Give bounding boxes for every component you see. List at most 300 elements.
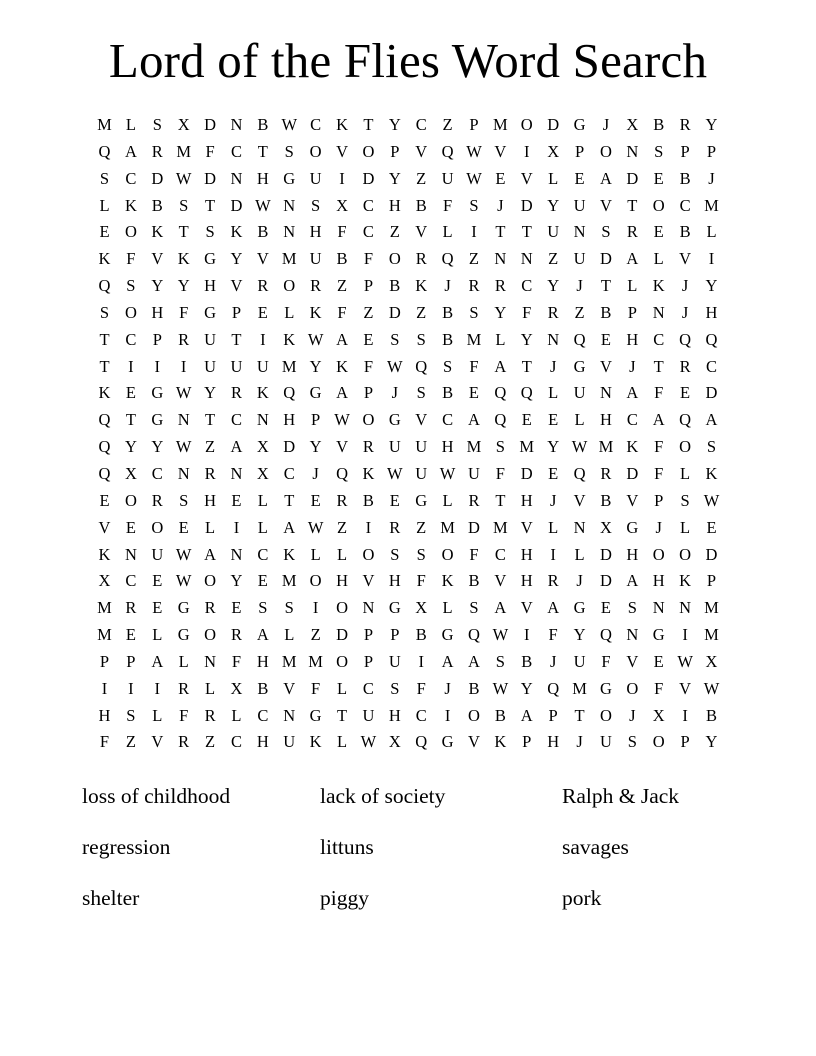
word-list-item[interactable]: loss of childhood — [82, 784, 231, 809]
letter-cell[interactable]: P — [680, 732, 690, 752]
letter-cell[interactable]: O — [309, 571, 322, 591]
letter-cell[interactable]: H — [204, 276, 217, 296]
letter-cell[interactable]: D — [599, 571, 612, 591]
letter-cell[interactable]: B — [468, 571, 480, 591]
letter-cell[interactable]: B — [653, 115, 665, 134]
letter-cell[interactable]: R — [204, 463, 216, 483]
letter-cell[interactable]: X — [124, 463, 137, 483]
letter-cell[interactable]: P — [469, 115, 479, 134]
letter-cell[interactable]: N — [177, 410, 190, 430]
letter-cell[interactable]: G — [177, 598, 190, 618]
letter-cell[interactable]: O — [309, 141, 322, 161]
word-list-item[interactable]: shelter — [82, 886, 140, 911]
letter-cell[interactable]: Z — [548, 249, 559, 269]
letter-cell[interactable]: F — [654, 383, 664, 403]
letter-cell[interactable]: F — [416, 571, 426, 591]
letter-cell[interactable]: N — [230, 115, 243, 134]
letter-cell[interactable]: P — [654, 490, 664, 510]
letter-cell[interactable]: A — [230, 437, 243, 457]
letter-cell[interactable]: O — [652, 195, 665, 215]
letter-cell[interactable]: A — [599, 168, 612, 188]
letter-cell[interactable]: Q — [98, 463, 111, 483]
letter-cell[interactable]: N — [652, 302, 665, 322]
letter-cell[interactable]: F — [231, 651, 242, 671]
letter-cell[interactable]: G — [573, 356, 586, 376]
letter-cell[interactable]: I — [524, 625, 530, 645]
letter-cell[interactable]: E — [521, 410, 532, 430]
letter-cell[interactable]: Q — [468, 625, 480, 645]
letter-cell[interactable]: O — [204, 571, 217, 591]
letter-cell[interactable]: P — [152, 329, 162, 349]
letter-cell[interactable]: B — [362, 490, 374, 510]
letter-cell[interactable]: N — [547, 329, 560, 349]
letter-cell[interactable]: G — [441, 732, 454, 752]
letter-cell[interactable]: H — [388, 195, 401, 215]
letter-cell[interactable]: H — [599, 410, 612, 430]
letter-cell[interactable]: A — [494, 598, 507, 618]
letter-cell[interactable]: F — [601, 651, 611, 671]
letter-cell[interactable]: Q — [679, 329, 692, 349]
letter-cell[interactable]: Q — [98, 141, 111, 161]
letter-cell[interactable]: S — [284, 141, 294, 161]
letter-cell[interactable]: M — [97, 625, 112, 645]
letter-cell[interactable]: I — [128, 356, 134, 376]
letter-cell[interactable]: R — [494, 276, 506, 296]
letter-cell[interactable]: B — [151, 195, 163, 215]
letter-cell[interactable]: W — [281, 115, 298, 134]
letter-cell[interactable]: Q — [283, 383, 296, 403]
letter-cell[interactable]: I — [154, 356, 161, 376]
letter-cell[interactable]: L — [178, 651, 189, 671]
letter-cell[interactable]: T — [205, 195, 216, 215]
letter-cell[interactable]: T — [336, 705, 348, 725]
letter-cell[interactable]: C — [230, 141, 242, 161]
letter-cell[interactable]: L — [99, 195, 110, 215]
letter-cell[interactable]: E — [257, 571, 268, 591]
letter-cell[interactable]: Y — [124, 437, 137, 457]
letter-cell[interactable]: G — [204, 302, 217, 322]
letter-cell[interactable]: E — [574, 168, 585, 188]
letter-cell[interactable]: O — [151, 517, 164, 537]
letter-cell[interactable]: C — [362, 678, 374, 698]
letter-cell[interactable]: Y — [494, 302, 507, 322]
letter-cell[interactable]: W — [175, 437, 192, 457]
letter-cell[interactable]: R — [679, 115, 691, 134]
letter-cell[interactable]: U — [547, 222, 560, 242]
letter-cell[interactable]: O — [362, 544, 375, 564]
letter-cell[interactable]: W — [255, 195, 271, 215]
letter-cell[interactable]: V — [336, 141, 348, 161]
letter-cell[interactable]: J — [576, 276, 583, 296]
letter-cell[interactable]: V — [415, 222, 428, 242]
letter-cell[interactable]: M — [97, 598, 112, 618]
letter-cell[interactable]: E — [310, 490, 321, 510]
letter-cell[interactable]: N — [283, 705, 296, 725]
letter-cell[interactable]: L — [257, 490, 268, 510]
letter-cell[interactable]: W — [439, 463, 456, 483]
letter-cell[interactable]: U — [441, 168, 454, 188]
letter-cell[interactable]: L — [310, 544, 321, 564]
letter-cell[interactable]: X — [705, 651, 718, 671]
word-list-item[interactable]: littuns — [320, 835, 374, 860]
letter-cell[interactable]: E — [257, 302, 268, 322]
letter-cell[interactable]: L — [548, 517, 559, 537]
letter-cell[interactable]: N — [520, 249, 533, 269]
letter-cell[interactable]: T — [495, 222, 506, 242]
letter-cell[interactable]: O — [520, 115, 533, 134]
letter-cell[interactable]: M — [176, 141, 192, 161]
letter-cell[interactable]: K — [309, 732, 322, 752]
letter-cell[interactable]: I — [471, 222, 477, 242]
letter-cell[interactable]: L — [653, 249, 664, 269]
letter-cell[interactable]: J — [391, 383, 399, 403]
letter-cell[interactable]: B — [442, 383, 454, 403]
letter-cell[interactable]: B — [415, 195, 427, 215]
letter-cell[interactable]: S — [654, 141, 664, 161]
letter-cell[interactable]: D — [283, 437, 296, 457]
letter-cell[interactable]: F — [311, 678, 321, 698]
letter-cell[interactable]: W — [571, 437, 588, 457]
letter-cell[interactable]: H — [336, 571, 348, 591]
letter-cell[interactable]: T — [178, 222, 189, 242]
letter-cell[interactable]: Z — [336, 517, 348, 537]
letter-cell[interactable]: K — [705, 463, 718, 483]
letter-cell[interactable]: B — [442, 302, 454, 322]
letter-cell[interactable]: I — [233, 517, 240, 537]
letter-cell[interactable]: S — [311, 195, 321, 215]
letter-cell[interactable]: J — [629, 705, 636, 725]
letter-cell[interactable]: N — [256, 410, 269, 430]
letter-cell[interactable]: L — [152, 625, 163, 645]
letter-cell[interactable]: Y — [309, 356, 322, 376]
letter-cell[interactable]: R — [600, 463, 612, 483]
letter-cell[interactable]: S — [390, 544, 400, 564]
letter-cell[interactable]: R — [151, 490, 163, 510]
letter-cell[interactable]: L — [336, 544, 348, 564]
letter-cell[interactable]: P — [231, 302, 242, 322]
letter-cell[interactable]: W — [175, 168, 192, 188]
letter-cell[interactable]: N — [599, 383, 612, 403]
letter-cell[interactable]: Z — [416, 168, 427, 188]
letter-cell[interactable]: L — [284, 302, 295, 322]
letter-cell[interactable]: U — [573, 249, 586, 269]
letter-cell[interactable]: C — [705, 356, 717, 376]
letter-cell[interactable]: B — [494, 705, 506, 725]
letter-cell[interactable]: W — [175, 544, 192, 564]
letter-cell[interactable]: K — [626, 437, 639, 457]
letter-cell[interactable]: F — [337, 222, 347, 242]
letter-cell[interactable]: E — [152, 598, 163, 618]
letter-cell[interactable]: J — [576, 571, 583, 591]
letter-cell[interactable]: G — [151, 383, 164, 403]
letter-cell[interactable]: C — [362, 222, 374, 242]
letter-cell[interactable]: V — [679, 249, 692, 269]
letter-cell[interactable]: D — [230, 195, 243, 215]
letter-cell[interactable]: G — [573, 115, 586, 134]
letter-cell[interactable]: D — [626, 168, 639, 188]
letter-cell[interactable]: E — [653, 651, 664, 671]
letter-cell[interactable]: L — [627, 276, 638, 296]
letter-cell[interactable]: Y — [204, 383, 217, 403]
letter-cell[interactable]: I — [312, 598, 319, 618]
letter-cell[interactable]: G — [204, 249, 217, 269]
letter-cell[interactable]: X — [547, 141, 560, 161]
letter-cell[interactable]: Y — [547, 195, 560, 215]
letter-cell[interactable]: C — [310, 115, 322, 134]
letter-cell[interactable]: V — [283, 678, 296, 698]
letter-cell[interactable]: B — [257, 115, 269, 134]
letter-cell[interactable]: T — [99, 329, 110, 349]
letter-cell[interactable]: F — [654, 678, 664, 698]
letter-cell[interactable]: L — [548, 383, 559, 403]
letter-cell[interactable]: W — [307, 517, 324, 537]
letter-cell[interactable]: R — [679, 356, 691, 376]
letter-cell[interactable]: T — [574, 705, 585, 725]
letter-cell[interactable]: E — [125, 517, 136, 537]
letter-cell[interactable]: W — [492, 678, 509, 698]
letter-cell[interactable]: S — [284, 598, 294, 618]
letter-cell[interactable]: Y — [388, 115, 401, 134]
letter-cell[interactable]: B — [600, 302, 612, 322]
letter-cell[interactable]: E — [680, 383, 691, 403]
letter-cell[interactable]: J — [602, 115, 610, 134]
letter-cell[interactable]: T — [231, 329, 242, 349]
letter-cell[interactable]: P — [363, 276, 373, 296]
letter-cell[interactable]: T — [125, 410, 136, 430]
letter-cell[interactable]: M — [598, 437, 614, 457]
letter-cell[interactable]: G — [151, 410, 164, 430]
letter-cell[interactable]: I — [101, 678, 108, 698]
word-list-item[interactable]: Ralph & Jack — [562, 784, 680, 809]
letter-cell[interactable]: O — [362, 141, 375, 161]
letter-cell[interactable]: S — [416, 329, 426, 349]
letter-cell[interactable]: R — [178, 732, 190, 752]
letter-cell[interactable]: F — [179, 705, 189, 725]
letter-cell[interactable]: H — [705, 302, 718, 322]
letter-cell[interactable]: J — [444, 678, 451, 698]
letter-cell[interactable]: V — [468, 732, 480, 752]
letter-cell[interactable]: C — [494, 544, 506, 564]
letter-cell[interactable]: K — [309, 302, 322, 322]
letter-cell[interactable]: B — [679, 168, 691, 188]
letter-cell[interactable]: S — [152, 115, 162, 134]
letter-cell[interactable]: O — [124, 222, 137, 242]
letter-cell[interactable]: K — [124, 195, 137, 215]
letter-cell[interactable]: V — [599, 356, 612, 376]
letter-cell[interactable]: N — [177, 463, 190, 483]
letter-cell[interactable]: V — [520, 598, 533, 618]
letter-cell[interactable]: L — [680, 463, 691, 483]
letter-cell[interactable]: L — [442, 222, 453, 242]
letter-cell[interactable]: R — [230, 625, 242, 645]
letter-cell[interactable]: D — [547, 115, 560, 134]
letter-cell[interactable]: G — [626, 517, 639, 537]
letter-cell[interactable]: V — [494, 141, 507, 161]
letter-cell[interactable]: C — [230, 732, 242, 752]
letter-cell[interactable]: L — [706, 222, 717, 242]
letter-cell[interactable]: Y — [230, 249, 243, 269]
letter-cell[interactable]: E — [653, 168, 664, 188]
letter-cell[interactable]: I — [550, 544, 556, 564]
letter-cell[interactable]: X — [652, 705, 665, 725]
letter-cell[interactable]: H — [388, 705, 401, 725]
letter-cell[interactable]: Y — [705, 276, 718, 296]
letter-cell[interactable]: S — [390, 678, 400, 698]
letter-cell[interactable]: B — [257, 678, 269, 698]
letter-cell[interactable]: R — [204, 705, 216, 725]
letter-cell[interactable]: Y — [520, 329, 533, 349]
letter-cell[interactable]: S — [469, 302, 479, 322]
letter-cell[interactable]: R — [125, 598, 137, 618]
letter-cell[interactable]: U — [362, 705, 375, 725]
letter-cell[interactable]: K — [336, 115, 348, 134]
letter-cell[interactable]: O — [679, 437, 692, 457]
letter-cell[interactable]: U — [309, 168, 322, 188]
letter-cell[interactable]: B — [521, 651, 533, 671]
letter-cell[interactable]: O — [599, 141, 612, 161]
letter-cell[interactable]: P — [311, 410, 321, 430]
letter-cell[interactable]: A — [468, 651, 480, 671]
letter-cell[interactable]: Y — [705, 115, 718, 134]
letter-cell[interactable]: Y — [520, 678, 533, 698]
letter-cell[interactable]: K — [98, 383, 111, 403]
letter-cell[interactable]: O — [124, 490, 137, 510]
letter-cell[interactable]: G — [599, 678, 612, 698]
letter-cell[interactable]: S — [258, 598, 268, 618]
letter-cell[interactable]: B — [257, 222, 269, 242]
letter-cell[interactable]: N — [230, 463, 243, 483]
letter-cell[interactable]: C — [415, 115, 427, 134]
letter-cell[interactable]: Z — [468, 249, 480, 269]
letter-cell[interactable]: O — [652, 732, 665, 752]
letter-cell[interactable]: H — [626, 329, 639, 349]
letter-cell[interactable]: S — [627, 598, 637, 618]
letter-cell[interactable]: T — [627, 195, 638, 215]
letter-cell[interactable]: A — [283, 517, 296, 537]
letter-cell[interactable]: F — [179, 302, 189, 322]
letter-cell[interactable]: E — [653, 222, 664, 242]
letter-cell[interactable]: N — [679, 598, 692, 618]
letter-cell[interactable]: B — [468, 678, 480, 698]
letter-cell[interactable]: K — [230, 222, 243, 242]
letter-cell[interactable]: E — [152, 571, 163, 591]
letter-cell[interactable]: M — [493, 517, 508, 537]
letter-cell[interactable]: V — [520, 517, 533, 537]
letter-cell[interactable]: G — [177, 625, 190, 645]
letter-cell[interactable]: M — [572, 678, 587, 698]
letter-cell[interactable]: Q — [441, 249, 454, 269]
letter-cell[interactable]: Y — [388, 168, 401, 188]
letter-cell[interactable]: R — [547, 302, 559, 322]
letter-cell[interactable]: U — [204, 329, 217, 349]
letter-cell[interactable]: R — [151, 141, 163, 161]
letter-cell[interactable]: F — [126, 249, 136, 269]
letter-cell[interactable]: C — [125, 168, 137, 188]
letter-cell[interactable]: X — [230, 678, 243, 698]
letter-cell[interactable]: N — [204, 651, 217, 671]
letter-cell[interactable]: D — [151, 168, 164, 188]
letter-cell[interactable]: S — [601, 222, 611, 242]
letter-cell[interactable]: E — [548, 410, 559, 430]
letter-cell[interactable]: C — [521, 276, 533, 296]
letter-cell[interactable]: D — [388, 302, 401, 322]
letter-cell[interactable]: S — [99, 302, 110, 322]
letter-cell[interactable]: Y — [151, 276, 164, 296]
letter-cell[interactable]: U — [415, 437, 428, 457]
letter-cell[interactable]: C — [151, 463, 163, 483]
letter-cell[interactable]: A — [151, 651, 164, 671]
letter-cell[interactable]: X — [626, 115, 639, 134]
letter-cell[interactable]: F — [654, 437, 664, 457]
letter-cell[interactable]: N — [362, 598, 375, 618]
letter-cell[interactable]: C — [653, 329, 665, 349]
letter-cell[interactable]: I — [682, 625, 688, 645]
letter-cell[interactable]: M — [440, 517, 455, 537]
letter-cell[interactable]: U — [283, 732, 296, 752]
letter-cell[interactable]: N — [626, 625, 639, 645]
letter-cell[interactable]: G — [309, 705, 322, 725]
letter-cell[interactable]: S — [416, 544, 426, 564]
letter-cell[interactable]: P — [680, 141, 690, 161]
letter-cell[interactable]: J — [549, 356, 557, 376]
letter-cell[interactable]: R — [626, 222, 638, 242]
letter-cell[interactable]: E — [600, 598, 611, 618]
letter-cell[interactable]: H — [520, 544, 533, 564]
letter-cell[interactable]: F — [654, 463, 664, 483]
letter-cell[interactable]: M — [466, 437, 482, 457]
letter-cell[interactable]: U — [599, 732, 612, 752]
letter-cell[interactable]: B — [389, 276, 401, 296]
letter-cell[interactable]: R — [178, 678, 190, 698]
letter-cell[interactable]: M — [281, 356, 297, 376]
letter-cell[interactable]: X — [599, 517, 612, 537]
letter-cell[interactable]: A — [494, 356, 507, 376]
letter-cell[interactable]: T — [600, 276, 611, 296]
letter-cell[interactable]: H — [547, 732, 560, 752]
letter-cell[interactable]: M — [493, 115, 508, 134]
letter-cell[interactable]: U — [388, 437, 401, 457]
letter-cell[interactable]: T — [521, 222, 532, 242]
letter-cell[interactable]: A — [468, 410, 480, 430]
letter-cell[interactable]: H — [151, 302, 164, 322]
letter-cell[interactable]: A — [626, 571, 639, 591]
letter-cell[interactable]: P — [574, 141, 585, 161]
letter-cell[interactable]: W — [175, 571, 192, 591]
letter-cell[interactable]: U — [230, 356, 243, 376]
letter-cell[interactable]: S — [416, 383, 426, 403]
letter-cell[interactable]: R — [257, 276, 269, 296]
letter-cell[interactable]: C — [283, 463, 295, 483]
letter-cell[interactable]: F — [495, 463, 505, 483]
letter-cell[interactable]: H — [520, 490, 533, 510]
letter-cell[interactable]: F — [522, 302, 532, 322]
letter-cell[interactable]: J — [444, 276, 451, 296]
letter-cell[interactable]: A — [204, 544, 217, 564]
letter-cell[interactable]: R — [204, 598, 216, 618]
letter-cell[interactable]: P — [363, 625, 373, 645]
letter-cell[interactable]: I — [260, 329, 266, 349]
letter-cell[interactable]: Z — [205, 437, 216, 457]
letter-cell[interactable]: R — [310, 276, 322, 296]
letter-cell[interactable]: F — [205, 141, 215, 161]
letter-cell[interactable]: E — [125, 625, 136, 645]
letter-cell[interactable]: L — [257, 517, 268, 537]
letter-cell[interactable]: S — [469, 195, 479, 215]
letter-cell[interactable]: D — [520, 195, 533, 215]
letter-cell[interactable]: H — [626, 544, 639, 564]
letter-cell[interactable]: D — [705, 544, 718, 564]
letter-cell[interactable]: K — [151, 222, 164, 242]
